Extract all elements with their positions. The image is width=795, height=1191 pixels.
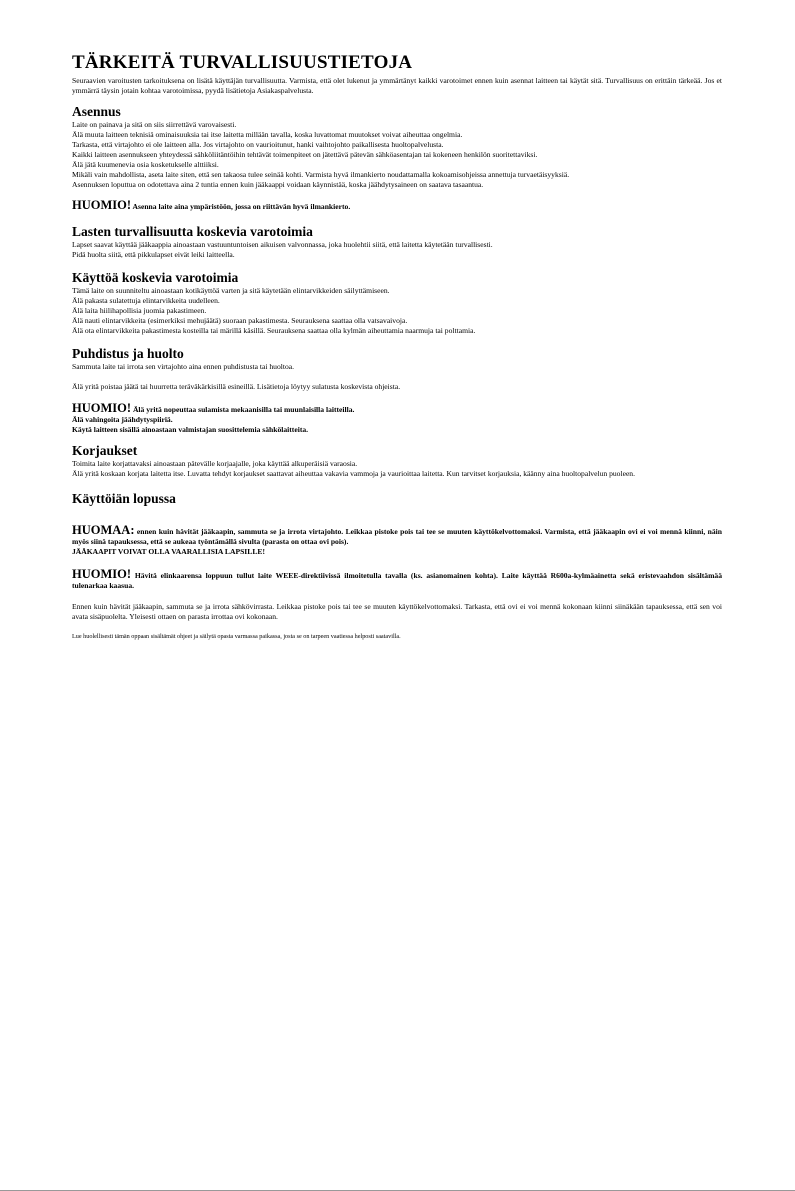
section-lopussa — [72, 491, 722, 507]
note-huomaa-disposal — [72, 525, 722, 557]
section-heading: Lasten turvallisuutta koskevia varotoimia — [72, 224, 313, 239]
note-text: Käytä laitteen sisällä ainoastaan valmistajan suosittelemia sähkölaitteita. — [72, 425, 309, 434]
text-line: Älä yritä koskaan korjata laitetta itse. Luvatta tehdyt korjaukset saattavat aiheuttaa vakavia vammoja ja vaurioittaa laitetta. Kun tarvitset korjauksia, käänny aina huoltopalvelun puoleen. — [72, 469, 636, 478]
section-asennus — [72, 104, 722, 190]
section-heading: Käyttöiän lopussa — [72, 491, 176, 506]
note-text: Älä yritä nopeuttaa sulamista mekaanisilla tai muunlaisilla laitteilla. — [132, 405, 355, 414]
text-line: Älä laita hiilihapollisia juomia pakastimeen. — [72, 306, 207, 315]
note-huomio-weee — [72, 569, 722, 591]
section-heading: Puhdistus ja huolto — [72, 346, 184, 361]
note-huomio-ventilation — [72, 200, 722, 212]
text-line: Pidä huolta siitä, että pikkulapset eivät leiki laitteella. — [72, 250, 235, 259]
text-line: Tarkasta, että virtajohto ei ole laitteen alla. Jos virtajohto on vaurioitunut, hanki vaihtojohto paikallisesta huoltopalvelusta. — [72, 140, 444, 149]
intro-paragraph: Seuraavien varoitusten tarkoituksena on lisätä käyttäjän turvallisuutta. Varmista, että olet lukenut ja ymmärtänyt kaikki varotoimet ennen kuin asennat laitteen tai käytät sitä. Turvallisuus on erittäin tärkeää. Jos et ymmärrä täysin jotain kohtaa varotoimissa, pyydä lisätietoja Asiakaspalvelusta. — [72, 76, 722, 95]
text-line: Älä jätä kuumenevia osia kosketukselle alttiiksi. — [72, 160, 219, 169]
note-label: HUOMIO! — [72, 567, 132, 581]
text-line: Lapset saavat käyttää jääkaappia ainoastaan vastuuntuntoisen aikuisen valvonnassa, joka huolehtii siitä, että laitetta käytetään turvallisesti. — [72, 240, 493, 249]
section-heading: Käyttöä koskevia varotoimia — [72, 270, 239, 285]
note-label: HUOMAA: — [72, 523, 135, 537]
section-heading: Korjaukset — [72, 443, 138, 458]
disposal-paragraph: Ennen kuin hävität jääkaapin, sammuta se ja irrota sähkövirrasta. Leikkaa pistoke pois tai tee se muuten käyttökelvottomaksi. Tarkasta, että ovi ei voi mennä kokonaan kiinni siinäkään tapauksessa, että sen voi avata sisäpuolelta. Yleisesti ottaen on parasta irrottaa ovi kokonaan. — [72, 602, 722, 621]
note-text: ennen kuin hävität jääkaapin, sammuta se ja irrota virtajohto. Leikkaa pistoke pois tai tee se muuten käyttökelvottomaksi. Varmista, että jääkaapin ovi ei voi mennä kiinni, näin myös siinä tapauksessa, että se aukeaa työntämällä sivulta (parasta on ottaa ovi pois). — [72, 527, 722, 546]
section-kaytto — [72, 270, 722, 336]
document-page — [72, 52, 722, 641]
text-line: Laite on painava ja sitä on siis siirrettävä varovaisesti. — [72, 120, 237, 129]
text-line: Älä muuta laitteen teknisiä ominaisuuksia tai itse laitetta millään tavalla, koska luvattomat muutokset voivat aiheuttaa ongelmia. — [72, 130, 463, 139]
note-text: Älä vahingoita jäähdytyspiiriä. — [72, 415, 173, 424]
note-text: Asenna laite aina ympäristöön, jossa on riittävän hyvä ilmankierto. — [132, 202, 351, 211]
text-line: Kaikki laitteen asennukseen yhteydessä sähköliitäntöihin tehtävät toimenpiteet on jätettävä pätevän sähköasentajan tai kokeneen henkilön suoritettaviksi. — [72, 150, 538, 159]
section-lasten — [72, 224, 722, 260]
warning-text: JÄÄKAAPIT VOIVAT OLLA VAARALLISIA LAPSILLE! — [72, 547, 265, 556]
footer-note: Lue huolellisesti tämän oppaan sisältämät ohjeet ja säilytä opasta varmassa paikassa, josta se on tarpeen vaatiessa helposti saatavilla. — [72, 633, 401, 640]
page-title: TÄRKEITÄ TURVALLISUUSTIETOJA — [72, 52, 413, 73]
text-line: Älä yritä poistaa jäätä tai huurretta teräväkärkisillä esineillä. Lisätietoja löytyy sulatusta koskevista ohjeista. — [72, 382, 401, 391]
note-text: Hävitä elinkaarensa loppuun tullut laite WEEE-direktiivissä ilmoitetulla tavalla (ks. asianomainen kohta). Laite käyttää R600a-kylmäainetta sekä eristevaahdon sisältämää tulenarkaa kaasua. — [72, 571, 723, 590]
text-line: Sammuta laite tai irrota sen virtajohto aina ennen puhdistusta tai huoltoa. — [72, 362, 295, 371]
section-heading: Asennus — [72, 104, 121, 119]
text-line: Älä nauti elintarvikkeita (esimerkiksi mehujäätä) suoraan pakastimesta. Seurauksena saattaa olla vatsavaivoja. — [72, 316, 408, 325]
text-line: Toimita laite korjattavaksi ainoastaan pätevälle korjaajalle, joka käyttää alkuperäisiä varaosia. — [72, 459, 358, 468]
text-line: Asennuksen loputtua on odotettava aina 2 tuntia ennen kuin jääkaappi voidaan käynnistää, koska jäähdytysaineen on saatava tasaantua. — [72, 180, 484, 189]
section-puhdistus — [72, 346, 722, 392]
note-label: HUOMIO! — [72, 401, 132, 415]
section-korjaukset — [72, 443, 722, 479]
note-label: HUOMIO! — [72, 198, 132, 212]
text-line: Mikäli vain mahdollista, aseta laite siten, että sen takaosa tulee seinää kohti. Varmista hyvä ilmankierto noudattamalla kokoamisohjeissa annettuja turvaetäisyyksiä. — [72, 170, 570, 179]
note-huomio-defrost — [72, 403, 722, 435]
text-line: Älä pakasta sulatettuja elintarvikkeita uudelleen. — [72, 296, 220, 305]
text-line: Tämä laite on suunniteltu ainoastaan kotikäyttöä varten ja sitä käytetään elintarvikkeiden säilyttämiseen. — [72, 286, 390, 295]
text-line: Älä ota elintarvikkeita pakastimesta kosteilla tai märillä käsillä. Seurauksena saattaa olla kylmän aiheuttamia naarmuja tai polttamia. — [72, 326, 476, 335]
